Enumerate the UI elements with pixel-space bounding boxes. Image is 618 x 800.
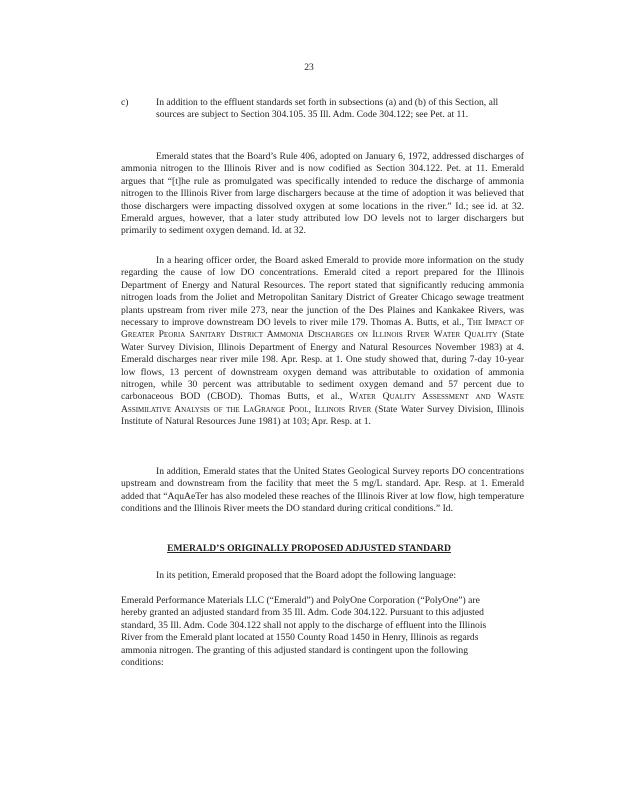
paragraph-usgs-text: In addition, Emerald states that the United States Geological Survey reports DO concentrations upstream and downstream from the facility that meet the 5 mg/L standard. Apr. Resp. at 1. Emerald added that “AquAeTer has also modeled these reaches of the Illinois River at low flow, high temperature conditions and the Illinois River meets the DO standard during critical conditions.” Id. bbox=[121, 466, 524, 515]
paragraph-petition-text: In its petition, Emerald proposed that the Board adopt the following language: bbox=[156, 570, 457, 581]
paragraph-hearing-order-text-c: (State Water Survey Division, Illinois Institute of Natural Resources June 1981) at 103; Apr. Resp. at 1. bbox=[121, 403, 524, 428]
subsection-c-text: In addition to the effluent standards set forth in subsections (a) and (b) of this Section, all sources are subject to Section 304.105. 35 Ill. Adm. Code 304.122; see Pet. at 11. bbox=[156, 97, 499, 121]
paragraph-rule-406 bbox=[121, 151, 524, 238]
report-title-peoria: The Impact of Greater Peoria Sanitary District Ammonia Discharges on Illinois River Water Quality bbox=[121, 317, 524, 341]
report-title-lagrange: Water Quality Assessment and Waste Assimilative Analysis of the LaGrange Pool, Illinois River bbox=[121, 391, 524, 415]
subsection-c-marker: c) bbox=[121, 97, 129, 108]
paragraph-hearing-order-text-a: In a hearing officer order, the Board asked Emerald to provide more information on the study regarding the cause of low DO concentrations. Emerald cited a report prepared for the Illinois Department of Energy and Natural Resources. The report stated that significantly reducing ammonia nitrogen loads from the Joliet and Metropolitan Sanitary District of Greater Chicago sewage treatment plants upstream from river mile 273, near the junction of the Des Plaines and Kankakee Rivers, was necessary to improve downstream DO levels to river mile 179. Thomas A. Butts, et al., bbox=[121, 255, 524, 329]
page-number: 23 bbox=[304, 62, 314, 73]
paragraph-hearing-officer-order bbox=[121, 255, 524, 429]
subsection-c bbox=[121, 97, 521, 122]
paragraph-hearing-order-text-b: (State Water Survey Division, Illinois Department of Energy and Natural Resources November 1983) at 4. Emerald discharges near river mile 198. Apr. Resp. at 1. One study showed that, during 7-day 10-year low flows, 13 percent of downstream oxygen demand was attributable to oxidation of ammonia nitrogen, while 30 percent was attributable to sediment oxygen demand and 57 percent due to carbonaceous BOD (CBOD). Thomas Butts, et al., bbox=[121, 329, 524, 403]
proposed-language-quote: Emerald Performance Materials LLC (“Emerald”) and PolyOne Corporation (“PolyOne”) are hereby granted an adjusted standard from 35 Ill. Adm. Code 304.122. Pursuant to this adjusted standard, 35 Ill. Adm. Code 304.122 shall not apply to the discharge of effluent into the Illinois River from the Emerald plant located at 1550 County Road 1450 in Henry, Illinois as regards ammonia nitrogen. The granting of this adjusted standard is contingent upon the following conditions: bbox=[121, 595, 487, 669]
paragraph-rule-406-text: Emerald states that the Board’s Rule 406, adopted on January 6, 1972, addressed discharges of ammonia nitrogen to the Illinois River and is now codified as Section 304.122. Pet. at 11. Emerald argues that “[t]he rule as promulgated was specifically intended to reduce the discharge of ammonia nitrogen to the Illinois River from large dischargers because at the time of adoption it was believed that those dischargers were impacting dissolved oxygen at some locations in the river.” Id.; see id. at 32. Emerald argues, however, that a later study attributed low DO levels not to larger dischargers but primarily to sediment oxygen demand. Id. at 32. bbox=[121, 151, 524, 237]
paragraph-petition-intro bbox=[121, 570, 524, 582]
paragraph-usgs-reports bbox=[121, 466, 524, 516]
section-heading: EMERALD’S ORIGINALLY PROPOSED ADJUSTED STANDARD bbox=[167, 543, 451, 554]
